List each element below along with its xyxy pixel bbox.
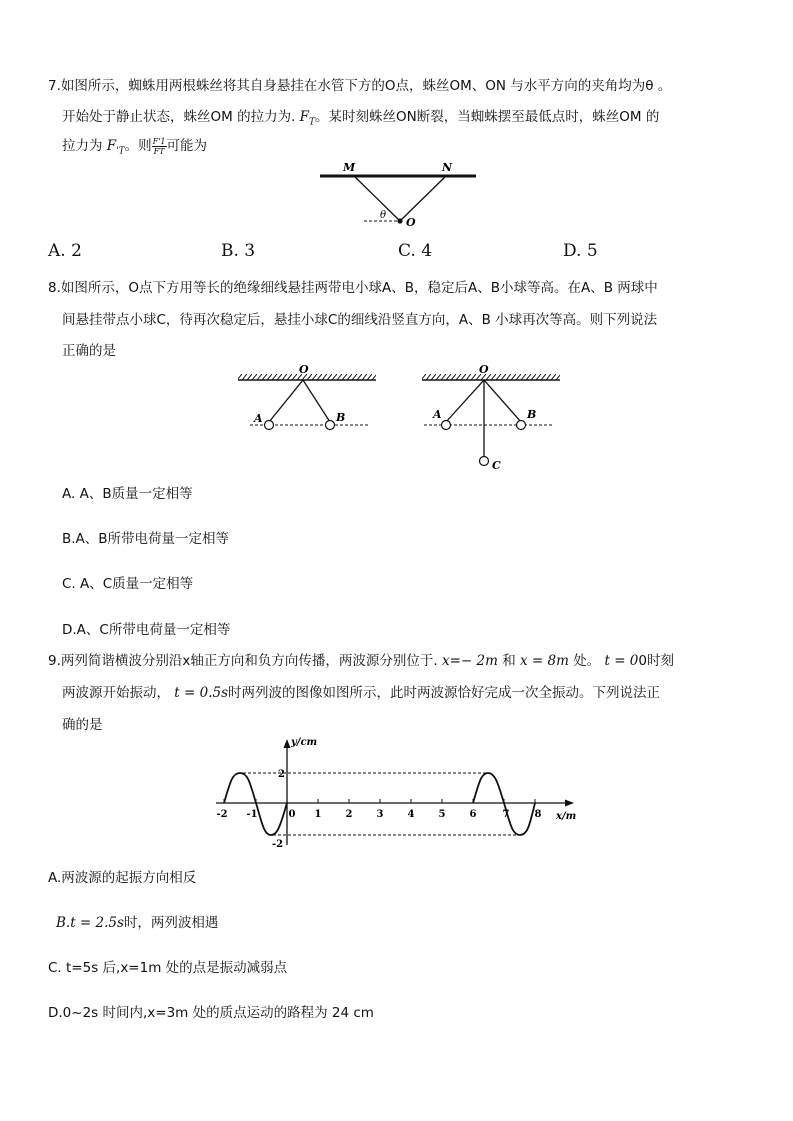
q9-t0: t = 0 — [604, 653, 639, 669]
q7-text-line2b: 。某时刻蛛丝ON断裂，当蜘蛛摆至最低点时，蛛丝OM 的 — [315, 109, 660, 125]
q8-right-ball-c — [480, 457, 489, 466]
q8-left-label-a: A — [254, 412, 263, 425]
q9-text-line2 — [62, 683, 660, 703]
q9-x-tick-label: 0 — [288, 809, 296, 820]
q7-fraction: $\frac{F'1}{FT}$ — [152, 136, 166, 156]
q8-option-b[interactable]: B.A、B所带电荷量一定相等 — [62, 531, 230, 547]
q8-right-ball-a — [442, 421, 451, 430]
q7-text-line3c: 可能为 — [166, 138, 207, 154]
q9-option-d[interactable]: D.0~2s 时间内,x=3m 处的质点运动的路程为 24 cm — [48, 1005, 374, 1021]
q9-x-axis-arrow — [565, 800, 574, 807]
q9-wave-right — [473, 773, 535, 835]
q8-left-ball-b — [326, 421, 335, 430]
q7-point-o — [397, 218, 402, 223]
q7-text-line3 — [62, 136, 207, 162]
q7-label-o: O — [406, 216, 416, 228]
q9-option-c[interactable]: C. t=5s 后,x=1m 处的点是振动减弱点 — [48, 960, 288, 976]
q9-x-tick-label: 7 — [502, 809, 510, 820]
q8-right-thread-b — [484, 380, 521, 422]
q9-t1: t = 0.5s — [174, 685, 229, 701]
q9-text-line1a: 9.两列简谐横波分别沿x轴正方向和负方向传播，两波源分别位于. — [48, 653, 438, 669]
q9-x-tick-label: 1 — [314, 809, 322, 820]
q8-right-ceiling-hatch — [422, 374, 560, 380]
q7-label-m: M — [343, 161, 356, 174]
q9-x-tick-label: -1 — [246, 809, 258, 820]
q7-text-line3a: 拉力为 — [62, 138, 103, 154]
q7-thread-on — [400, 176, 446, 221]
q9-option-b-suffix: 时，两列波相遇 — [123, 915, 219, 931]
q7-option-b[interactable]: B. 3 — [221, 241, 256, 261]
q9-x-tick-label: 2 — [345, 809, 353, 820]
q8-option-c[interactable]: C. A、C质量一定相等 — [62, 576, 194, 592]
q9-y-axis-arrow — [284, 739, 291, 748]
q9-x-tick-labels — [216, 809, 541, 820]
q8-option-a[interactable]: A. A、B质量一定相等 — [62, 486, 193, 502]
q9-y-axis-label: y/cm — [291, 737, 318, 748]
q9-y-tick-bottom: -2 — [272, 839, 284, 850]
q8-right-label-o: O — [479, 363, 489, 376]
q9-option-a[interactable]: A.两波源的起振方向相反 — [48, 870, 197, 886]
q8-text-line2: 间悬挂带点小球C，待再次稳定后，悬挂小球C的细线沿竖直方向，A、B 小球再次等高。则下列说法 — [62, 312, 658, 328]
q9-y-tick-top: 2 — [278, 769, 285, 780]
q7-label-n: N — [442, 161, 453, 174]
q9-text-line3: 确的是 — [62, 717, 103, 733]
q9-x2: x = 8m — [519, 653, 569, 669]
q9-x-tick-label: 6 — [469, 809, 477, 820]
q8-right-label-b: B — [527, 408, 537, 421]
q7-f-prime: $F_{'T}$ — [106, 138, 125, 157]
q8-left-label-o: O — [299, 363, 309, 376]
q9-text-line1d: 0时刻 — [638, 653, 674, 669]
q7-option-d[interactable]: D. 5 — [563, 241, 598, 261]
q8-figure-right — [416, 362, 566, 477]
q9-x-tick-label: 5 — [438, 809, 446, 820]
q8-right-label-c: C — [492, 459, 501, 472]
q8-figure-left — [232, 362, 382, 442]
q9-text-line1 — [48, 651, 674, 671]
q8-option-d[interactable]: D.A、C所带电荷量一定相等 — [62, 622, 231, 638]
q7-figure — [318, 158, 480, 228]
q7-thread-om — [354, 176, 400, 221]
q9-x-tick-label: 3 — [376, 809, 384, 820]
q7-option-a[interactable]: A. 2 — [48, 241, 82, 261]
q8-left-thread-b — [303, 380, 330, 422]
q8-right-thread-a — [446, 380, 484, 422]
q9-x-tick-label: -2 — [216, 809, 228, 820]
q9-x-axis-label: x/m — [556, 811, 577, 822]
q7-ft: $F_T$ — [299, 109, 316, 128]
q7-text-line3b: 。则 — [124, 138, 152, 154]
q8-left-ball-a — [265, 421, 274, 430]
q9-option-b-prefix: B.t = 2.5s — [56, 915, 124, 931]
q9-wave-graph — [210, 733, 586, 851]
q9-text-line1b: 和 — [502, 653, 516, 669]
q7-label-theta: θ — [380, 210, 387, 221]
q9-option-b[interactable] — [56, 913, 218, 933]
q8-right-label-a: A — [433, 408, 442, 421]
q9-text-line2a: 两波源开始振动， — [62, 685, 170, 701]
q7-text-line1: 7.如图所示，蜘蛛用两根蛛丝将其自身悬挂在水管下方的O点，蛛丝OM、ON 与水平方向的夹角均为θ 。 — [48, 78, 672, 94]
q9-x1: x=− 2m — [441, 653, 498, 669]
q7-text-line2a: 开始处于静止状态，蛛丝OM 的拉力为. — [62, 109, 296, 125]
q9-text-line2b: 时两列波的图像如图所示，此时两波源恰好完成一次全振动。下列说法正 — [228, 685, 661, 701]
q7-option-c[interactable]: C. 4 — [398, 241, 433, 261]
q9-x-tick-label: 4 — [407, 809, 415, 820]
q9-x-tick-label: 8 — [534, 809, 542, 820]
q8-right-ball-b — [517, 421, 526, 430]
q9-text-line1c: 处。 — [573, 653, 601, 669]
q8-left-thread-a — [269, 380, 303, 422]
q8-text-line3: 正确的是 — [62, 343, 116, 359]
q8-text-line1: 8.如图所示，O点下方用等长的绝缘细线悬挂两带电小球A、B，稳定后A、B小球等高。在A、B 两球中 — [48, 280, 658, 296]
q9-wave-left — [224, 773, 287, 835]
q8-left-label-b: B — [336, 411, 346, 424]
q7-text-line2 — [62, 107, 659, 133]
